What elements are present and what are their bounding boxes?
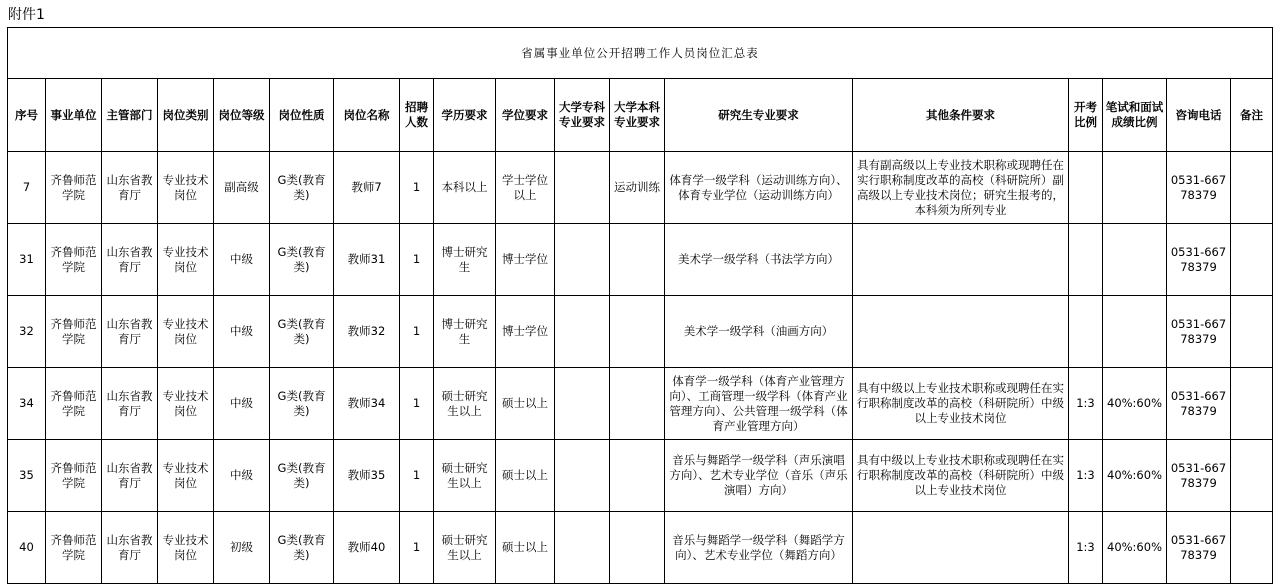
cell-other — [853, 512, 1069, 584]
cell-category: 专业技术岗位 — [158, 512, 214, 584]
cell-score-ratio: 40%:60% — [1103, 440, 1167, 512]
cell-count: 1 — [400, 296, 434, 368]
cell-nature: G类(教育类) — [270, 152, 334, 224]
cell-phone: 0531-66778379 — [1167, 296, 1231, 368]
cell-no: 7 — [8, 152, 46, 224]
cell-remark — [1231, 440, 1273, 512]
cell-degree: 博士学位 — [496, 296, 555, 368]
cell-ratio — [1069, 152, 1103, 224]
cell-nature: G类(教育类) — [270, 368, 334, 440]
cell-other — [853, 296, 1069, 368]
column-header: 招聘人数 — [400, 79, 434, 152]
cell-post: 教师31 — [334, 224, 400, 296]
cell-level: 中级 — [214, 224, 270, 296]
cell-bachelor-major: 运动训练 — [610, 152, 665, 224]
cell-category: 专业技术岗位 — [158, 368, 214, 440]
cell-category: 专业技术岗位 — [158, 440, 214, 512]
cell-remark — [1231, 152, 1273, 224]
cell-degree: 硕士以上 — [496, 368, 555, 440]
cell-remark — [1231, 296, 1273, 368]
cell-ratio — [1069, 224, 1103, 296]
cell-dept: 山东省教育厅 — [102, 224, 158, 296]
cell-edu: 硕士研究生以上 — [434, 512, 496, 584]
column-header: 备注 — [1231, 79, 1273, 152]
cell-no: 34 — [8, 368, 46, 440]
cell-no: 40 — [8, 512, 46, 584]
column-header: 咨询电话 — [1167, 79, 1231, 152]
cell-category: 专业技术岗位 — [158, 296, 214, 368]
cell-degree: 博士学位 — [496, 224, 555, 296]
column-header: 序号 — [8, 79, 46, 152]
cell-unit: 齐鲁师范学院 — [46, 152, 102, 224]
cell-phone: 0531-66778379 — [1167, 440, 1231, 512]
cell-no: 32 — [8, 296, 46, 368]
column-header: 主管部门 — [102, 79, 158, 152]
cell-score-ratio — [1103, 296, 1167, 368]
table-row — [8, 512, 1273, 584]
job-summary-table — [7, 27, 1273, 584]
cell-edu: 博士研究生 — [434, 296, 496, 368]
cell-level: 中级 — [214, 296, 270, 368]
cell-dept: 山东省教育厅 — [102, 296, 158, 368]
cell-remark — [1231, 368, 1273, 440]
cell-bachelor-major — [610, 296, 665, 368]
cell-post: 教师32 — [334, 296, 400, 368]
cell-score-ratio — [1103, 152, 1167, 224]
header-row — [8, 79, 1273, 152]
cell-unit: 齐鲁师范学院 — [46, 296, 102, 368]
cell-count: 1 — [400, 512, 434, 584]
cell-phone: 0531-66778379 — [1167, 368, 1231, 440]
cell-edu: 本科以上 — [434, 152, 496, 224]
cell-score-ratio: 40%:60% — [1103, 368, 1167, 440]
cell-post: 教师35 — [334, 440, 400, 512]
cell-count: 1 — [400, 368, 434, 440]
table-row — [8, 224, 1273, 296]
cell-grad-major: 体育学一级学科（运动训练方向）、体育专业学位（运动训练方向） — [665, 152, 853, 224]
column-header: 岗位性质 — [270, 79, 334, 152]
cell-remark — [1231, 512, 1273, 584]
cell-other: 具有副高级以上专业技术职称或现聘任在实行职称制度改革的高校（科研院所）副高级以上专业技术岗位；研究生报考的，本科须为所列专业 — [853, 152, 1069, 224]
table-row — [8, 440, 1273, 512]
table-row — [8, 296, 1273, 368]
cell-grad-major: 美术学一级学科（油画方向） — [665, 296, 853, 368]
cell-post: 教师40 — [334, 512, 400, 584]
cell-remark — [1231, 224, 1273, 296]
cell-dept: 山东省教育厅 — [102, 440, 158, 512]
cell-dept: 山东省教育厅 — [102, 152, 158, 224]
cell-degree: 硕士以上 — [496, 512, 555, 584]
cell-level: 中级 — [214, 368, 270, 440]
column-header: 岗位等级 — [214, 79, 270, 152]
cell-phone: 0531-66778379 — [1167, 152, 1231, 224]
column-header: 学位要求 — [496, 79, 555, 152]
cell-count: 1 — [400, 440, 434, 512]
cell-dept: 山东省教育厅 — [102, 368, 158, 440]
cell-edu: 硕士研究生以上 — [434, 440, 496, 512]
cell-other: 具有中级以上专业技术职称或现聘任在实行职称制度改革的高校（科研院所）中级以上专业技术岗位 — [853, 440, 1069, 512]
cell-bachelor-major — [610, 224, 665, 296]
cell-level: 副高级 — [214, 152, 270, 224]
cell-grad-major: 美术学一级学科（书法学方向） — [665, 224, 853, 296]
column-header: 大学本科专业要求 — [610, 79, 665, 152]
cell-nature: G类(教育类) — [270, 224, 334, 296]
cell-junior-major — [555, 512, 610, 584]
cell-edu: 博士研究生 — [434, 224, 496, 296]
cell-phone: 0531-66778379 — [1167, 224, 1231, 296]
cell-degree: 学士学位以上 — [496, 152, 555, 224]
cell-nature: G类(教育类) — [270, 440, 334, 512]
cell-level: 初级 — [214, 512, 270, 584]
cell-junior-major — [555, 224, 610, 296]
cell-ratio: 1:3 — [1069, 440, 1103, 512]
column-header: 笔试和面试成绩比例 — [1103, 79, 1167, 152]
cell-unit: 齐鲁师范学院 — [46, 224, 102, 296]
column-header: 学历要求 — [434, 79, 496, 152]
cell-bachelor-major — [610, 440, 665, 512]
cell-level: 中级 — [214, 440, 270, 512]
table-row — [8, 152, 1273, 224]
cell-nature: G类(教育类) — [270, 296, 334, 368]
cell-category: 专业技术岗位 — [158, 152, 214, 224]
cell-nature: G类(教育类) — [270, 512, 334, 584]
cell-bachelor-major — [610, 368, 665, 440]
cell-ratio: 1:3 — [1069, 368, 1103, 440]
table-body — [8, 152, 1273, 584]
cell-category: 专业技术岗位 — [158, 224, 214, 296]
cell-count: 1 — [400, 152, 434, 224]
column-header: 岗位名称 — [334, 79, 400, 152]
cell-score-ratio — [1103, 224, 1167, 296]
cell-grad-major: 音乐与舞蹈学一级学科（声乐演唱方向）、艺术专业学位（音乐（声乐演唱）方向） — [665, 440, 853, 512]
cell-junior-major — [555, 368, 610, 440]
cell-grad-major: 体育学一级学科（体育产业管理方向）、工商管理一级学科（体育产业管理方向）、公共管理一级学科（体育产业管理方向） — [665, 368, 853, 440]
column-header: 大学专科专业要求 — [555, 79, 610, 152]
cell-other: 具有中级以上专业技术职称或现聘任在实行职称制度改革的高校（科研院所）中级以上专业技术岗位 — [853, 368, 1069, 440]
cell-junior-major — [555, 296, 610, 368]
cell-post: 教师7 — [334, 152, 400, 224]
column-header: 开考比例 — [1069, 79, 1103, 152]
cell-count: 1 — [400, 224, 434, 296]
column-header: 研究生专业要求 — [665, 79, 853, 152]
column-header: 其他条件要求 — [853, 79, 1069, 152]
cell-dept: 山东省教育厅 — [102, 512, 158, 584]
cell-edu: 硕士研究生以上 — [434, 368, 496, 440]
column-header: 岗位类别 — [158, 79, 214, 152]
cell-other — [853, 224, 1069, 296]
cell-no: 31 — [8, 224, 46, 296]
cell-junior-major — [555, 152, 610, 224]
attachment-label: 附件1 — [8, 7, 45, 23]
column-header: 事业单位 — [46, 79, 102, 152]
table-row — [8, 368, 1273, 440]
cell-grad-major: 音乐与舞蹈学一级学科（舞蹈学方向）、艺术专业学位（舞蹈方向） — [665, 512, 853, 584]
cell-unit: 齐鲁师范学院 — [46, 440, 102, 512]
cell-bachelor-major — [610, 512, 665, 584]
table-title: 省属事业单位公开招聘工作人员岗位汇总表 — [8, 28, 1273, 79]
cell-unit: 齐鲁师范学院 — [46, 368, 102, 440]
cell-degree: 硕士以上 — [496, 440, 555, 512]
cell-ratio: 1:3 — [1069, 512, 1103, 584]
cell-score-ratio: 40%:60% — [1103, 512, 1167, 584]
cell-post: 教师34 — [334, 368, 400, 440]
cell-junior-major — [555, 440, 610, 512]
cell-no: 35 — [8, 440, 46, 512]
cell-unit: 齐鲁师范学院 — [46, 512, 102, 584]
cell-phone: 0531-66778379 — [1167, 512, 1231, 584]
cell-ratio — [1069, 296, 1103, 368]
